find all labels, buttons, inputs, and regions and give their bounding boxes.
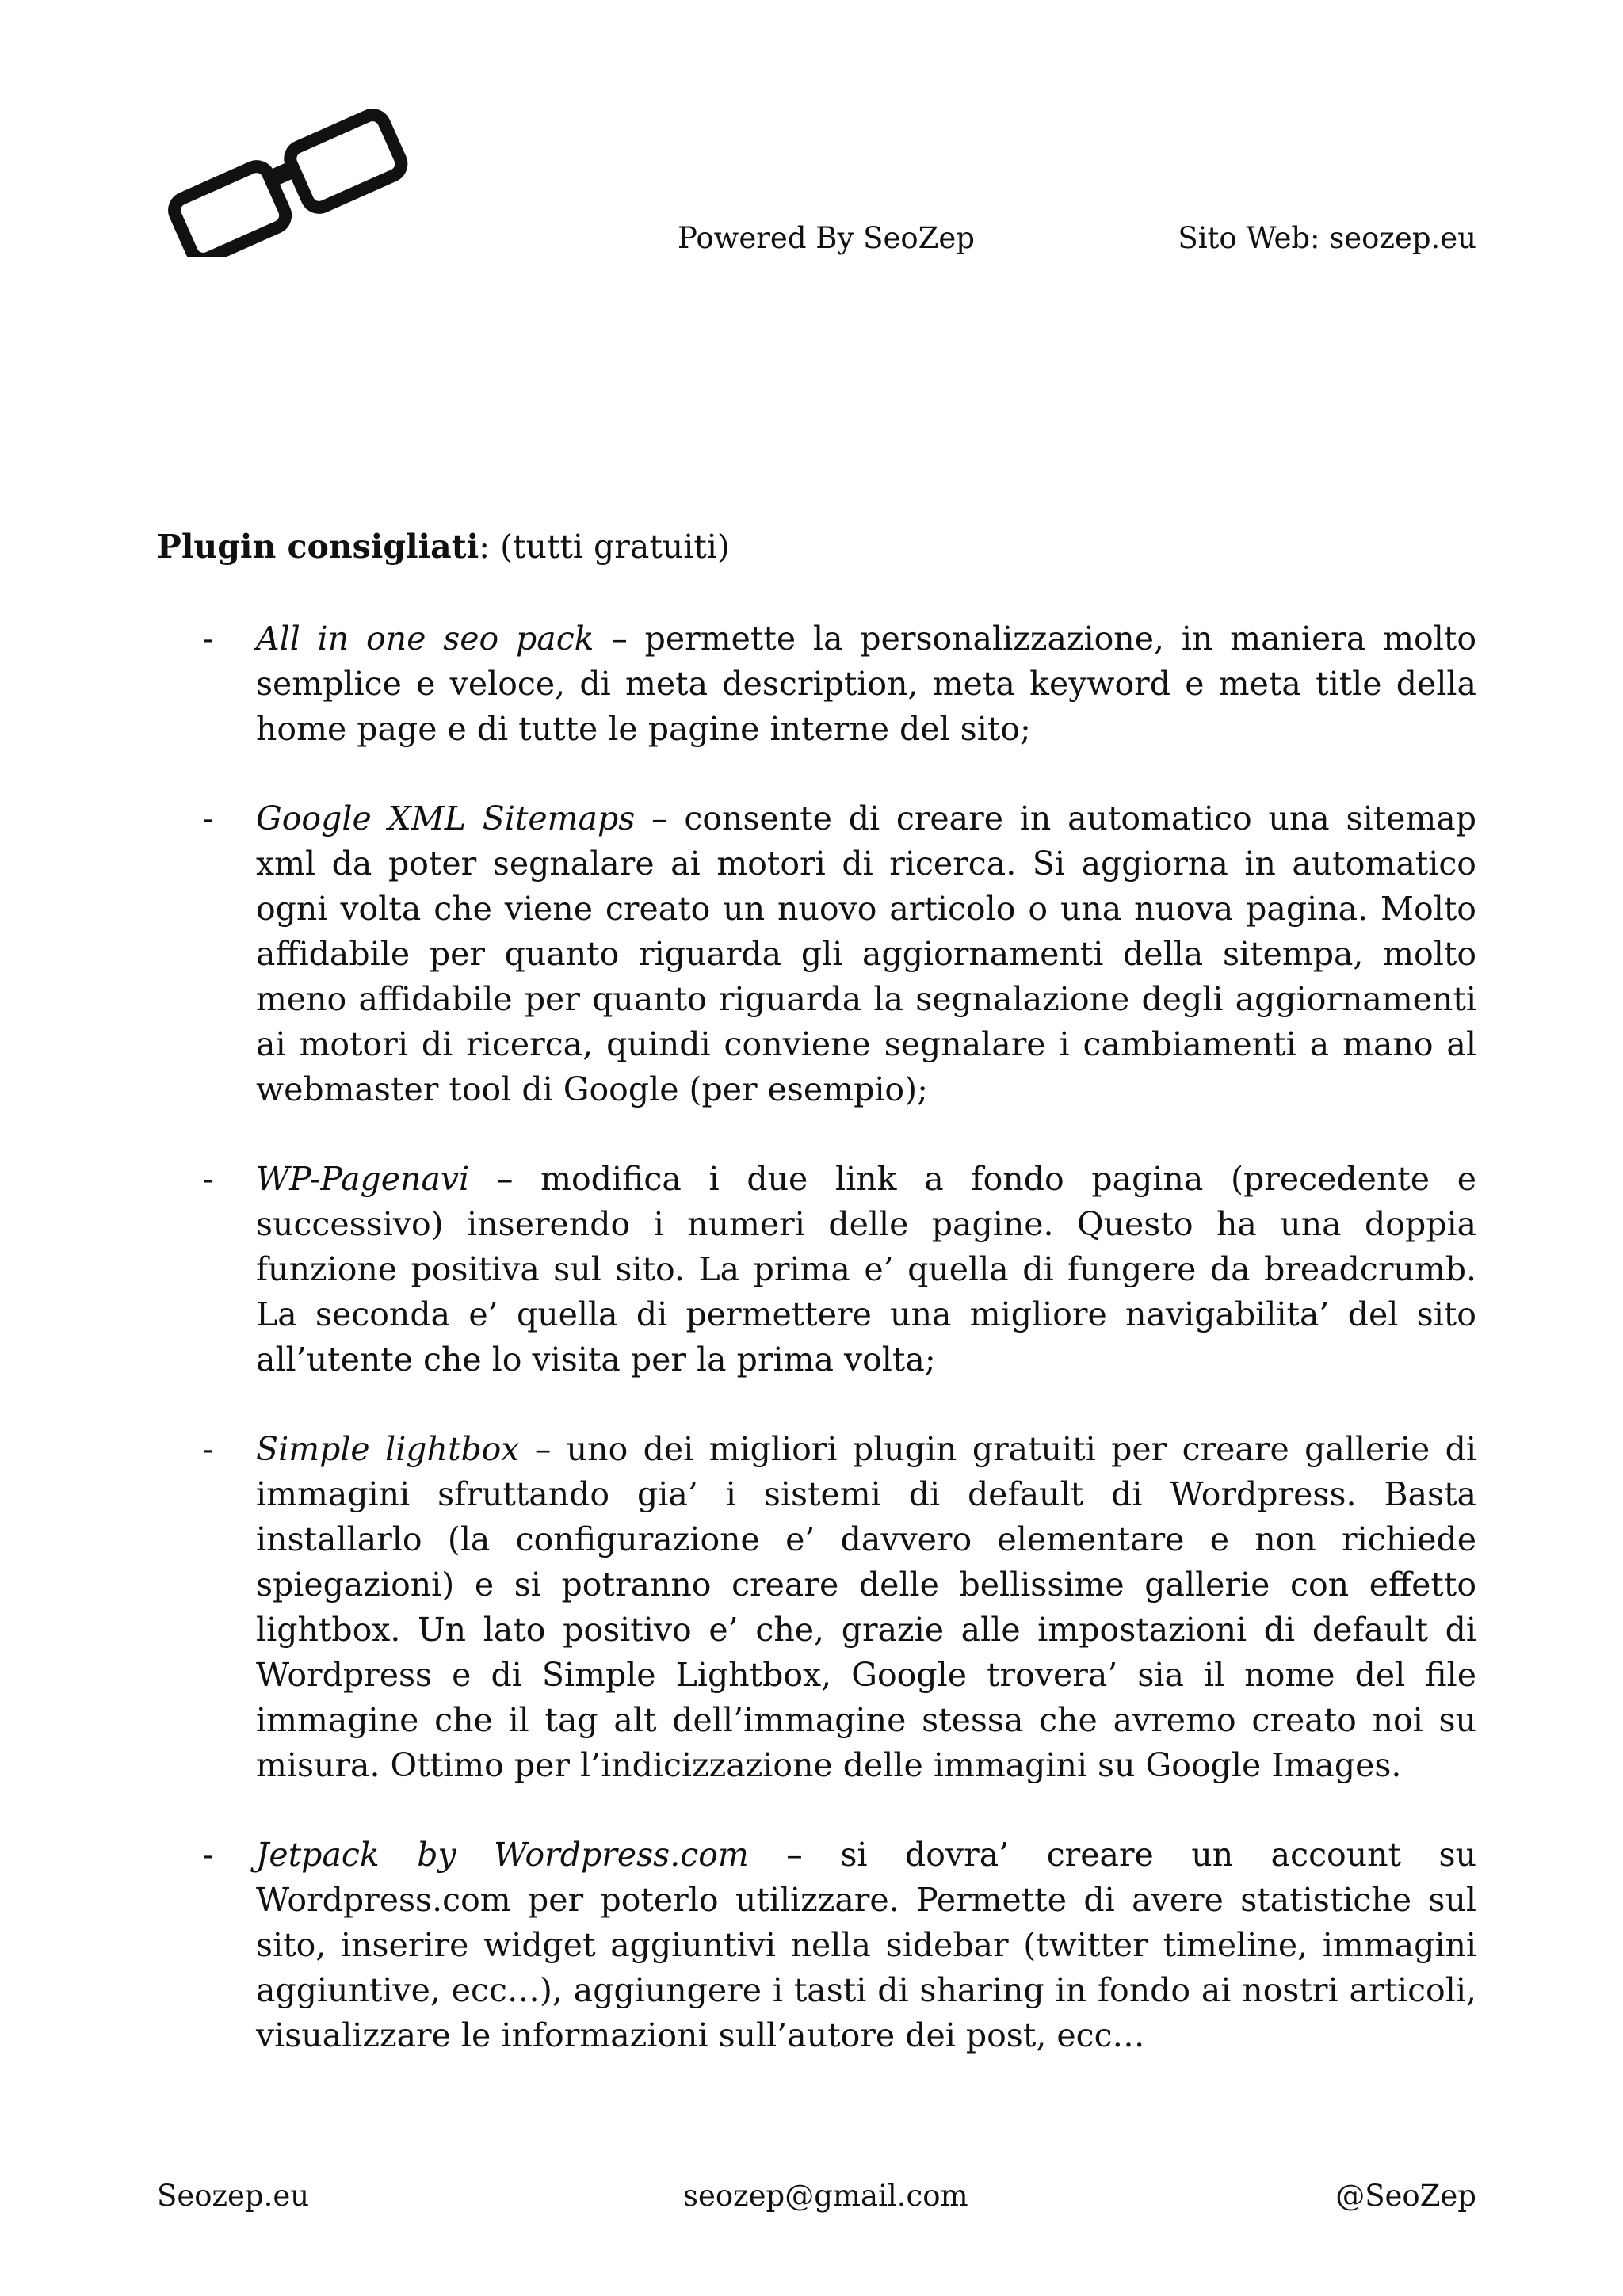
plugin-name: Simple lightbox <box>256 1430 520 1468</box>
plugin-description: – si dovra’ creare un account su Wordpress.com per poterlo utilizzare. Permette di avere statistiche sul sito, inserire widget aggiuntivi nella sidebar (twitter timeline, immagini aggiuntive, ecc…), aggiungere i tasti di sharing in fondo ai nostri articoli, visualizzare le informazioni sull’autore dei post, ecc… <box>256 1836 1476 2054</box>
plugin-description: – permette la personalizzazione, in maniera molto semplice e veloce, di meta description, meta keyword e meta title della home page e di tutte le pagine interne del sito; <box>256 620 1476 748</box>
plugin-description: – uno dei migliori plugin gratuiti per creare gallerie di immagini sfruttando gia’ i sistemi di default di Wordpress. Basta installarlo (la configurazione e’ davvero elementare e non richiede spiegazioni) e si potranno creare delle bellissime gallerie con effetto lightbox. Un lato positivo e’ che, grazie alle impostazioni di default di Wordpress e di Simple Lightbox, Google trovera’ sia il nome del file immagine che il tag alt dell’immagine stessa che avremo creato noi su misura. Ottimo per l’indicizzazione delle immagini su Google Images. <box>256 1430 1476 1784</box>
plugin-item <box>157 1427 1476 1788</box>
glasses-icon <box>151 91 412 257</box>
footer-email: seozep@gmail.com <box>683 2179 968 2213</box>
section-title <box>157 524 730 569</box>
plugin-list <box>157 616 1476 2103</box>
plugin-name: WP-Pagenavi <box>256 1160 470 1198</box>
list-dash: - <box>203 799 214 837</box>
website-text: Sito Web: seozep.eu <box>1178 221 1476 255</box>
plugin-name: Google XML Sitemaps <box>256 799 636 837</box>
plugin-item <box>157 1833 1476 2058</box>
plugin-name: Jetpack by Wordpress.com <box>256 1836 749 1874</box>
section-title-rest: : (tutti gratuiti) <box>479 528 730 566</box>
list-dash: - <box>203 1160 214 1198</box>
plugin-description: – modifica i due link a fondo pagina (precedente e successivo) inserendo i numeri delle pagine. Questo ha una doppia funzione positiva sul sito. La prima e’ quella di fungere da breadcrumb. La seconda e’ quella di permettere una migliore navigabilita’ del sito all’utente che lo visita per la prima volta; <box>256 1160 1476 1379</box>
powered-by-text: Powered By SeoZep <box>678 221 975 255</box>
section-title-bold: Plugin consigliati <box>157 528 479 566</box>
plugin-item <box>157 1157 1476 1383</box>
list-dash: - <box>203 620 214 658</box>
list-dash: - <box>203 1430 214 1468</box>
plugin-item <box>157 616 1476 752</box>
plugin-name: All in one seo pack <box>256 620 594 658</box>
plugin-description: – consente di creare in automatico una sitemap xml da poter segnalare ai motori di ricerca. Si aggiorna in automatico ogni volta che viene creato un nuovo articolo o una nuova pagina. Molto affidabile per quanto riguarda gli aggiornamenti della sitempa, molto meno affidabile per quanto riguarda la segnalazione degli aggiornamenti ai motori di ricerca, quindi conviene segnalare i cambiamenti a mano al webmaster tool di Google (per esempio); <box>256 799 1476 1108</box>
footer-handle: @SeoZep <box>1335 2179 1476 2213</box>
list-dash: - <box>203 1836 214 1874</box>
footer-site: Seozep.eu <box>157 2179 310 2213</box>
plugin-item <box>157 796 1476 1112</box>
